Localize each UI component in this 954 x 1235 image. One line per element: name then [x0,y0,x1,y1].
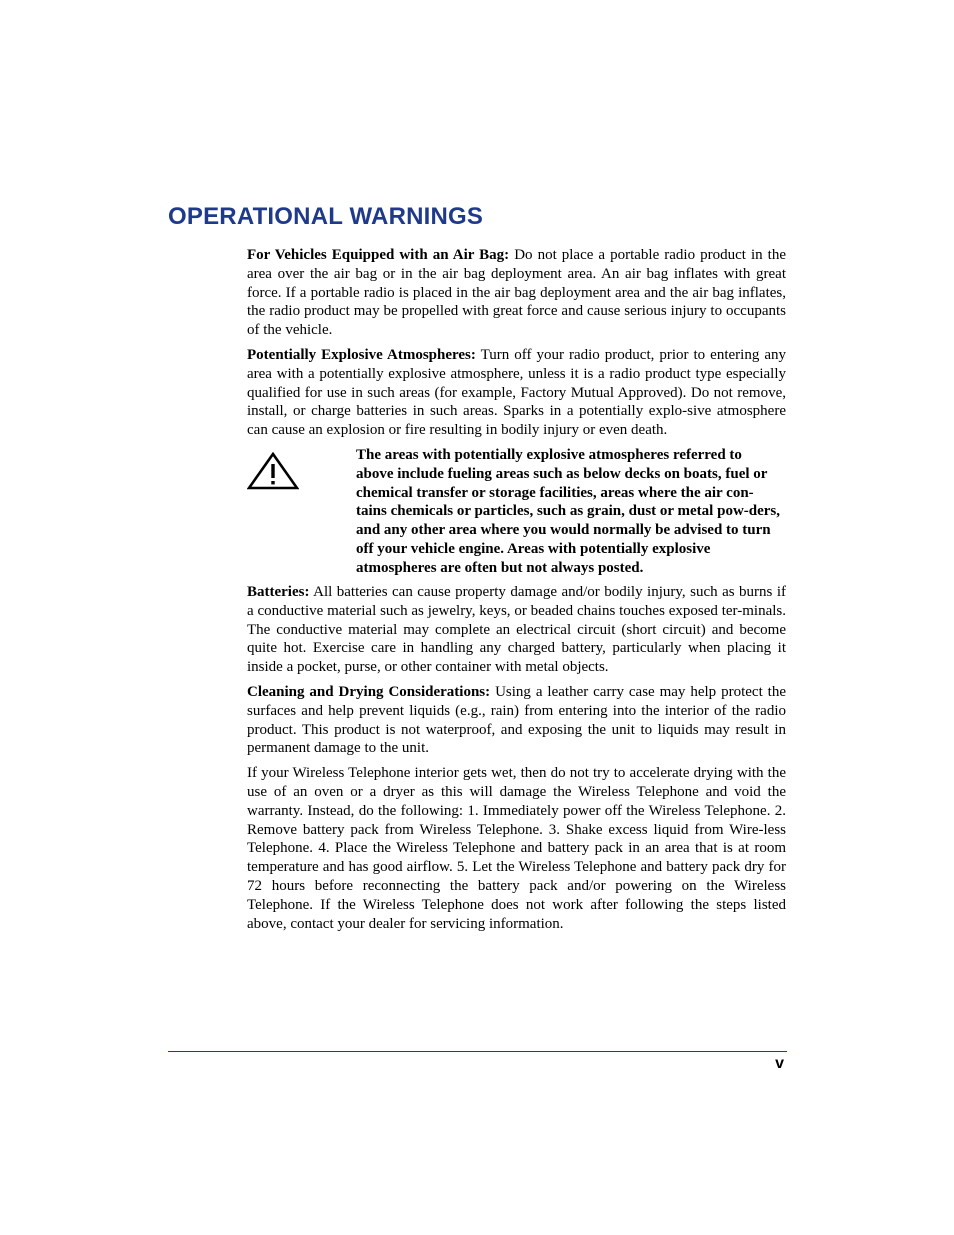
airbag-text: Do not place a portable radio product in the area over the air bag or in the air bag deployment area. An air bag inflates with great force. If a portable radio is placed in the air bag deployment area and the air bag inflates, the radio product may be propelled with great force and cause serious injury to occupants of the vehicle. [247,247,786,339]
batteries-heading: Batteries: [247,583,310,600]
page-number: v [775,1055,784,1072]
batteries-paragraph [247,583,786,677]
page-title: OPERATIONAL WARNINGS [168,203,484,230]
explosive-heading: Potentially Explosive Atmospheres: [247,346,476,363]
airbag-heading: For Vehicles Equipped with an Air Bag: [247,247,510,263]
footer-rule [168,1051,787,1052]
warning-triangle-icon [247,452,299,490]
body-column [247,246,786,939]
cleaning-paragraph [247,683,786,758]
cleaning-text: Using a leather carry case may help protect the surfaces and help prevent liquids (e.g., rain) from entering into the interior of the radio product. This product is not waterproof, and exposing the unit to liquids may result in permanent damage to the unit. [247,683,786,757]
batteries-text: All batteries can cause property damage and/or bodily injury, such as burns if a conductive material such as jewelry, keys, or beaded chains touches exposed ter-minals. The conductive material may complete an electrical circuit (short circuit) and become quite hot. Exercise care in handling any charged battery, particularly when placing it inside a pocket, purse, or other container with metal objects. [247,583,786,676]
warning-note [247,446,786,577]
warning-text: The areas with potentially explosive atmospheres referred to above include fueling areas such as below decks on boats, fuel or chemical transfer or storage facilities, areas where the air con-tains chemicals or particles, such as grain, dust or metal pow-ders, and any other area where you would normally be advised to turn off your vehicle engine. Areas with potentially explosive atmospheres are often but not always posted. [356,446,781,576]
explosive-paragraph [247,346,786,440]
wet-paragraph: If your Wireless Telephone interior gets wet, then do not try to accelerate drying with the use of an oven or a dryer as this will damage the Wireless Telephone and void the warranty. Instead, do the following: 1. Immediately power off the Wireless Telephone. 2. Remove battery pack from Wireless Telephone. 3. Shake excess liquid from Wire-less Telephone. 4. Place the Wireless Telephone and battery pack in an area that is at room temperature and has good airflow. 5. Let the Wireless Telephone and battery pack dry for 72 hours before reconnecting the battery pack and/or powering on the Wireless Telephone. If the Wireless Telephone does not work after following the steps listed above, contact your dealer for servicing information. [247,765,786,932]
cleaning-heading: Cleaning and Drying Considerations: [247,683,491,700]
airbag-paragraph [247,246,786,340]
explosive-text: Turn off your radio product, prior to entering any area with a potentially explosive atmosphere, unless it is a radio product type especially qualified for use in such areas (for example, Factory Mutual Approved). Do not remove, install, or charge batteries in such areas. Sparks in a potentially explo-sive atmosphere can cause an explosion or fire resulting in bodily injury or even death. [247,346,786,439]
